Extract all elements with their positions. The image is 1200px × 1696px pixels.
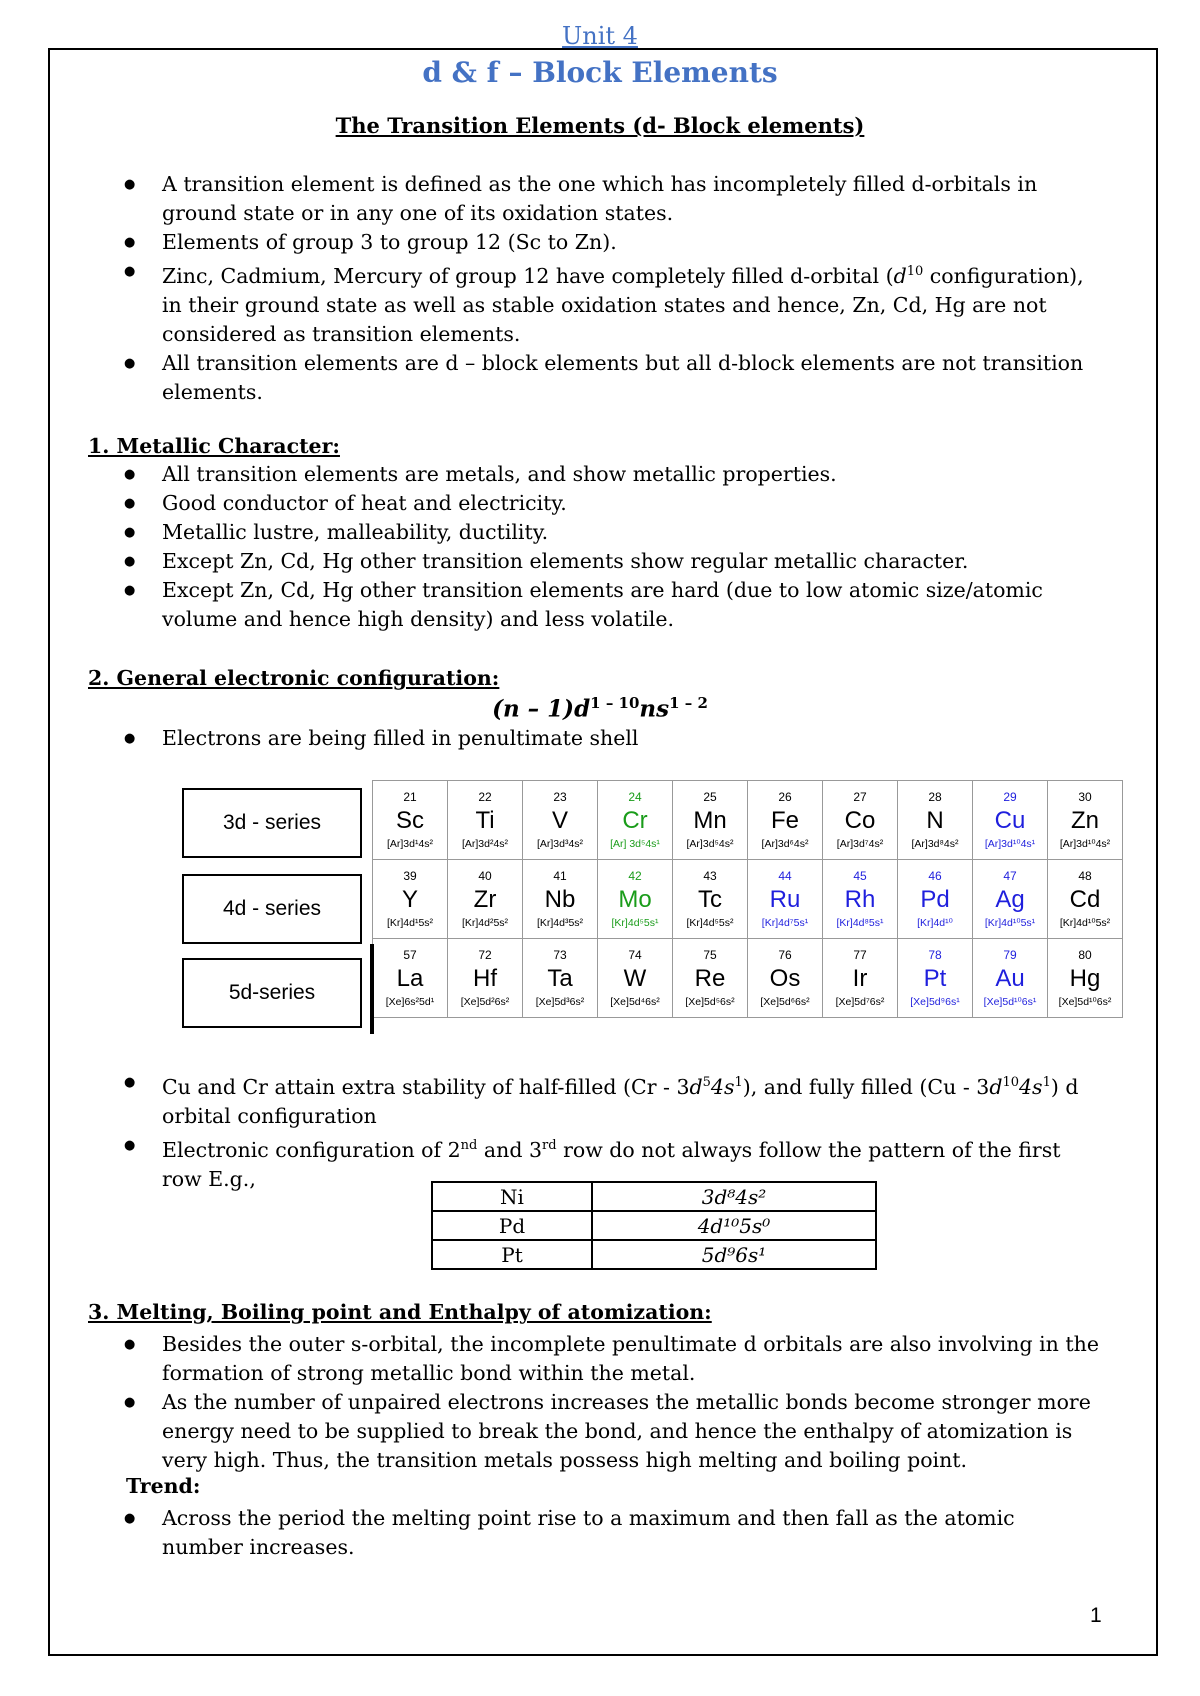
configuration-comparison-table bbox=[431, 1181, 877, 1270]
electron-configuration: [Kr]4d¹⁰5s¹ bbox=[984, 917, 1036, 929]
element-cell bbox=[748, 939, 823, 1018]
element-symbol: Pd bbox=[920, 886, 950, 913]
list-item: ● Cu and Cr attain extra stability of half-filled $(Cr - 3d^54s^1)$, and fully filled $(Cu - 3d^{10}4s^1)$ d orbital configuration bbox=[0, 1068, 1102, 1131]
element-cell bbox=[373, 860, 448, 939]
element-cell bbox=[598, 860, 673, 939]
element-cell bbox=[898, 939, 973, 1018]
table-row bbox=[373, 860, 1123, 939]
atomic-number: 76 bbox=[778, 948, 792, 962]
heading-melting-boiling: 3. Melting, Boiling point and Enthalpy of atomization: bbox=[88, 1300, 712, 1324]
element-symbol: Mn bbox=[693, 807, 727, 834]
electron-configuration: [Ar]3d²4s² bbox=[461, 838, 509, 850]
atomic-number: 75 bbox=[703, 948, 717, 962]
element-cell bbox=[823, 939, 898, 1018]
element-cell bbox=[598, 781, 673, 860]
list-item: ● Electrons are being filled in penultimate shell bbox=[0, 724, 1102, 753]
electron-configuration: [Kr]4d⁸5s¹ bbox=[836, 917, 884, 929]
element-symbol: Os bbox=[769, 965, 801, 992]
electron-configuration: [Ar]3d¹⁰4s² bbox=[1059, 838, 1111, 850]
atomic-number: 39 bbox=[403, 869, 417, 883]
melting-list bbox=[0, 1330, 1102, 1475]
list-item: ● Except Zn, Cd, Hg other transition elements are hard (due to low atomic size/atomic volume and hence high density) and less volatile. bbox=[0, 576, 1102, 634]
electron-configuration: [Kr]4d¹5s² bbox=[386, 917, 434, 929]
trend-list bbox=[0, 1504, 1102, 1562]
atomic-number: 21 bbox=[403, 790, 417, 804]
list-item: ● Elements of group 3 to group 12 (Sc to Zn). bbox=[0, 228, 1102, 257]
heading-electronic-configuration: 2. General electronic configuration: bbox=[88, 666, 500, 690]
element-cell bbox=[673, 860, 748, 939]
list-item: ● All transition elements are metals, and show metallic properties. bbox=[0, 460, 1102, 489]
electron-configuration: [Xe]5d⁵6s² bbox=[685, 996, 735, 1008]
electron-configuration: [Xe]5d⁴6s² bbox=[610, 996, 660, 1008]
element-cell: Pt bbox=[432, 1240, 592, 1269]
atomic-number: 43 bbox=[703, 869, 717, 883]
atomic-number: 23 bbox=[553, 790, 567, 804]
electron-configuration: [Xe]5d¹⁰6s¹ bbox=[983, 996, 1037, 1008]
table-left-bar bbox=[370, 944, 374, 1034]
element-cell bbox=[823, 781, 898, 860]
atomic-number: 45 bbox=[853, 869, 867, 883]
element-symbol: N bbox=[926, 807, 944, 834]
electron-configuration: [Kr]4d⁵5s¹ bbox=[611, 917, 659, 929]
element-symbol: V bbox=[551, 807, 568, 834]
electron-configuration: [Ar] 3d⁵4s¹ bbox=[610, 838, 660, 850]
electron-configuration: [Ar]3d¹4s² bbox=[386, 838, 434, 850]
element-symbol: Hg bbox=[1069, 965, 1101, 992]
electron-configuration: [Kr]4d⁵5s² bbox=[686, 917, 734, 929]
atomic-number: 72 bbox=[478, 948, 492, 962]
element-symbol: Nb bbox=[544, 886, 576, 913]
electron-configuration: [Ar]3d⁷4s² bbox=[836, 838, 884, 850]
element-cell bbox=[523, 860, 598, 939]
element-cell bbox=[1048, 939, 1123, 1018]
element-symbol: Ta bbox=[547, 965, 573, 992]
electron-configuration: [Kr]4d¹⁰5s² bbox=[1059, 917, 1111, 929]
electron-configuration: [Xe]5d⁶6s² bbox=[760, 996, 810, 1008]
element-symbol: Cd bbox=[1069, 886, 1101, 913]
element-cell bbox=[973, 939, 1048, 1018]
element-cell bbox=[673, 781, 748, 860]
element-cell bbox=[1048, 860, 1123, 939]
element-symbol: Re bbox=[694, 965, 726, 992]
element-cell bbox=[673, 939, 748, 1018]
element-symbol: Co bbox=[844, 807, 876, 834]
element-cell: Ni bbox=[432, 1182, 592, 1211]
electron-configuration: [Xe]5d¹⁰6s² bbox=[1058, 996, 1112, 1008]
atomic-number: 42 bbox=[628, 869, 642, 883]
atomic-number: 41 bbox=[553, 869, 567, 883]
element-cell bbox=[373, 781, 448, 860]
stability-list bbox=[0, 1068, 1102, 1194]
atomic-number: 24 bbox=[628, 790, 642, 804]
list-item: ● A transition element is defined as the one which has incompletely filled d-orbitals in ground state or in any one of its oxidation states. bbox=[0, 170, 1102, 228]
element-symbol: Cr bbox=[622, 807, 648, 834]
element-symbol: Fe bbox=[770, 807, 799, 834]
unit-label: Unit 4 bbox=[562, 22, 638, 50]
electron-configuration: [Xe]6s²5d¹ bbox=[385, 996, 435, 1008]
list-item: ● Besides the outer s-orbital, the incomplete penultimate d orbitals are also involving in the formation of strong metallic bond within the metal. bbox=[0, 1330, 1102, 1388]
list-item: ● Except Zn, Cd, Hg other transition elements show regular metallic character. bbox=[0, 547, 1102, 576]
atomic-number: 22 bbox=[478, 790, 492, 804]
atomic-number: 40 bbox=[478, 869, 492, 883]
atomic-number: 57 bbox=[403, 948, 417, 962]
element-cell bbox=[748, 781, 823, 860]
electron-configuration: [Ar]3d⁸4s² bbox=[911, 838, 959, 850]
atomic-number: 25 bbox=[703, 790, 717, 804]
atomic-number: 29 bbox=[1003, 790, 1017, 804]
config-cell: 5d⁹6s¹ bbox=[592, 1240, 876, 1269]
atomic-number: 47 bbox=[1003, 869, 1017, 883]
element-symbol: Ru bbox=[769, 886, 801, 913]
series-label-5d: 5d-series bbox=[182, 958, 362, 1028]
element-cell bbox=[448, 939, 523, 1018]
element-symbol: Zn bbox=[1070, 807, 1099, 834]
list-item: ● Electronic configuration of 2nd and 3rd row do not always follow the pattern of the first row E.g., bbox=[0, 1131, 1102, 1194]
electron-configuration: [Ar]3d⁵4s² bbox=[686, 838, 734, 850]
element-cell bbox=[598, 939, 673, 1018]
element-cell bbox=[448, 860, 523, 939]
element-symbol: Ti bbox=[475, 807, 495, 834]
electron-configuration: [Xe]5d³6s² bbox=[535, 996, 585, 1008]
element-cell bbox=[523, 939, 598, 1018]
atomic-number: 30 bbox=[1078, 790, 1092, 804]
atomic-number: 77 bbox=[853, 948, 867, 962]
element-symbol: Ag bbox=[995, 886, 1025, 913]
atomic-number: 46 bbox=[928, 869, 942, 883]
list-item: ● Across the period the melting point rise to a maximum and then fall as the atomic number increases. bbox=[0, 1504, 1102, 1562]
trend-label: Trend: bbox=[126, 1474, 201, 1498]
table-row bbox=[373, 781, 1123, 860]
element-cell bbox=[898, 781, 973, 860]
element-cell bbox=[748, 860, 823, 939]
metallic-list bbox=[0, 460, 1102, 634]
element-cell bbox=[523, 781, 598, 860]
table-row bbox=[432, 1182, 876, 1211]
atomic-number: 73 bbox=[553, 948, 567, 962]
general-formula: $(n - 1)d^{1 - 10}ns^{1 - 2}$ bbox=[492, 694, 708, 723]
series-label-4d: 4d - series bbox=[182, 874, 362, 944]
intro-list bbox=[0, 170, 1102, 407]
electron-configuration: [Ar]3d⁶4s² bbox=[761, 838, 809, 850]
table-row bbox=[432, 1211, 876, 1240]
element-symbol: Sc bbox=[395, 807, 424, 834]
electron-configuration: [Kr]4d³5s² bbox=[536, 917, 584, 929]
config-cell: 3d⁸4s² bbox=[592, 1182, 876, 1211]
electron-configuration: [Xe]5d⁹6s¹ bbox=[910, 996, 960, 1008]
electron-configuration: [Ar]3d³4s² bbox=[536, 838, 584, 850]
electron-configuration: [Kr]4d¹⁰ bbox=[917, 917, 953, 929]
list-item: ● Zinc, Cadmium, Mercury of group 12 have completely filled d-orbital ($d^{10}$ configuration), in their ground state as well as stable oxidation states and hence, Zn, Cd, Hg are not considered as transition elements. bbox=[0, 257, 1102, 349]
list-item: ● Metallic lustre, malleability, ductility. bbox=[0, 518, 1102, 547]
element-symbol: Zr bbox=[473, 886, 497, 913]
list-item: ● As the number of unpaired electrons increases the metallic bonds become stronger more energy need to be supplied to break the bond, and hence the enthalpy of atomization is very high. Thus, the transition metals possess high melting and boiling point. bbox=[0, 1388, 1102, 1475]
element-symbol: W bbox=[623, 965, 647, 992]
atomic-number: 78 bbox=[928, 948, 942, 962]
series-label-3d: 3d - series bbox=[182, 788, 362, 858]
table-row bbox=[373, 939, 1123, 1018]
electron-configuration: [Kr]4d²5s² bbox=[461, 917, 509, 929]
page-title: d & f – Block Elements bbox=[422, 56, 778, 89]
list-item: ● All transition elements are d – block elements but all d-block elements are not transition elements. bbox=[0, 349, 1102, 407]
electron-configuration: [Ar]3d¹⁰4s¹ bbox=[984, 838, 1036, 850]
element-cell bbox=[1048, 781, 1123, 860]
element-symbol: Mo bbox=[618, 886, 652, 913]
element-symbol: Tc bbox=[698, 886, 722, 913]
element-symbol: La bbox=[396, 965, 424, 992]
heading-metallic-character: 1. Metallic Character: bbox=[88, 434, 340, 458]
penultimate-list bbox=[0, 724, 1102, 753]
element-cell bbox=[823, 860, 898, 939]
element-cell: Pd bbox=[432, 1211, 592, 1240]
atomic-number: 79 bbox=[1003, 948, 1017, 962]
config-cell: 4d¹⁰5s⁰ bbox=[592, 1211, 876, 1240]
electron-configuration: [Kr]4d⁷5s¹ bbox=[761, 917, 809, 929]
atomic-number: 80 bbox=[1078, 948, 1092, 962]
d-block-periodic-table bbox=[372, 780, 1123, 1018]
atomic-number: 28 bbox=[928, 790, 942, 804]
element-symbol: Cu bbox=[994, 807, 1026, 834]
atomic-number: 26 bbox=[778, 790, 792, 804]
element-symbol: Rh bbox=[844, 886, 876, 913]
element-symbol: Pt bbox=[923, 965, 947, 992]
element-cell bbox=[448, 781, 523, 860]
atomic-number: 44 bbox=[778, 869, 792, 883]
element-cell bbox=[898, 860, 973, 939]
element-symbol: Au bbox=[995, 965, 1025, 992]
page-number: 1 bbox=[1090, 1604, 1102, 1627]
element-cell bbox=[973, 860, 1048, 939]
section-subtitle: The Transition Elements (d- Block elements) bbox=[335, 113, 865, 138]
atomic-number: 27 bbox=[853, 790, 867, 804]
atomic-number: 74 bbox=[628, 948, 642, 962]
electron-configuration: [Xe]5d²6s² bbox=[460, 996, 510, 1008]
atomic-number: 48 bbox=[1078, 869, 1092, 883]
element-cell bbox=[373, 939, 448, 1018]
list-item: ● Good conductor of heat and electricity. bbox=[0, 489, 1102, 518]
element-symbol: Y bbox=[401, 886, 418, 913]
element-symbol: Ir bbox=[852, 965, 868, 992]
electron-configuration: [Xe]5d⁷6s² bbox=[835, 996, 885, 1008]
table-row bbox=[432, 1240, 876, 1269]
element-symbol: Hf bbox=[473, 965, 497, 992]
element-cell bbox=[973, 781, 1048, 860]
